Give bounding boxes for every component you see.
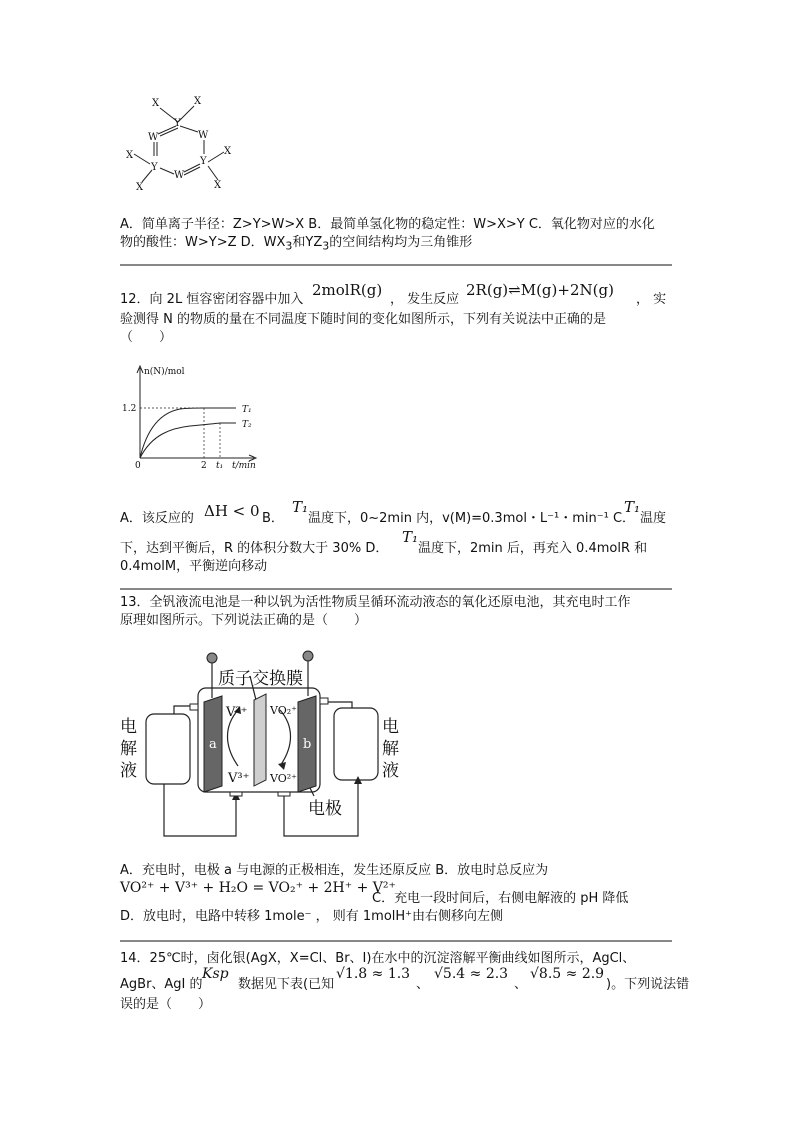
connector xyxy=(230,792,242,796)
q13-opt-c: C．充电一段时间后，右侧电解液的 pH 降低 xyxy=(372,891,629,906)
atom-x: X xyxy=(224,146,232,157)
curve-t1 xyxy=(140,408,236,458)
atom-y: Y xyxy=(174,118,181,129)
n-vs-time-chart xyxy=(118,362,268,474)
q14-line2-c: )。下列说法错 xyxy=(606,977,690,992)
q12-stem-c: ， 实 xyxy=(636,292,667,307)
q13-equation: VO²⁺ + V³⁺ + H₂O = VO₂⁺ + 2H⁺ + V²⁺ xyxy=(120,880,396,896)
y-axis-label: n(N)/mol xyxy=(144,367,185,377)
q12-opt-d-text: 温度下，2min 后，再充入 0.4molR 和 xyxy=(418,541,648,556)
q12-opt-a: A．该反应的 xyxy=(120,511,194,526)
q14-sep: 、 xyxy=(416,977,430,992)
q12-line2: 下，达到平衡后，R 的体积分数大于 30% D． xyxy=(120,541,389,556)
label-v2plus: V²⁺ xyxy=(226,705,248,720)
atom-x: X xyxy=(126,150,134,161)
q12-stem-a: 12．向 2L 恒容密闭容器中加入 xyxy=(120,292,304,307)
y-tick-label: 1.2 xyxy=(122,404,137,414)
connector xyxy=(320,698,328,704)
atom-y: Y xyxy=(151,162,158,173)
proton-membrane xyxy=(254,694,266,786)
divider xyxy=(120,940,672,942)
q14-line2-b: 数据见下表(已知 xyxy=(238,977,335,992)
left-tank xyxy=(146,714,190,784)
q12-opt-c-text: 温度 xyxy=(640,511,667,526)
q12-opt-b: B． xyxy=(262,511,284,526)
q13-opt-d: D．放电时，电路中转移 1mole⁻ ， 则有 1molH⁺由右侧移向左侧 xyxy=(120,909,504,924)
atom-x: X xyxy=(152,98,160,109)
q11-text: 和YZ xyxy=(292,235,323,250)
connector xyxy=(190,704,198,710)
right-tank xyxy=(334,708,378,780)
q12-equation: 2R(g)⇌M(g)+2N(g) xyxy=(466,281,614,299)
q12-reactant: 2molR(g) xyxy=(312,281,383,299)
vanadium-battery-diagram xyxy=(118,646,418,842)
q14-line1: 14．25℃时，卤化银(AgX，X=Cl、Br、I)在水中的沉淀溶解平衡曲线如图所示，AgCl、 xyxy=(120,951,636,966)
label-v3plus: V³⁺ xyxy=(228,771,250,786)
right-tank-label: 电解液 xyxy=(382,717,399,781)
q12-line3: 0.4molM，平衡逆向移动 xyxy=(120,559,268,574)
atom-x: X xyxy=(214,180,222,191)
q11-text: 的空间结构均为三角锥形 xyxy=(329,235,473,250)
q13-stem-line2: 原理如图所示。下列说法正确的是（ ） xyxy=(120,613,368,628)
label-vo2plus: VO₂⁺ xyxy=(270,704,297,717)
q12-t1: T₁ xyxy=(402,528,419,546)
atom-w: W xyxy=(148,132,159,143)
q12-stem-b: ， 发生反应 xyxy=(390,292,460,307)
x-axis-label: t/min xyxy=(232,461,256,471)
q14-sqrt2: √5.4 ≈ 2.3 xyxy=(434,966,509,982)
q12-stem-line2: 验测得 N 的物质的量在不同温度下随时间的变化如图所示，下列有关说法中正确的是 xyxy=(120,312,606,327)
atom-w: W xyxy=(174,170,185,181)
electrode-b-label: b xyxy=(303,737,312,752)
q11-options-line1: A．简单离子半径：Z>Y>W>X B．最简单氢化物的稳定性：W>X>Y C．氧化物对应的水化 xyxy=(120,217,655,232)
divider xyxy=(120,588,672,590)
x-tick-label: t₁ xyxy=(216,461,224,471)
q13-stem-line1: 13．全钒液流电池是一种以钒为活性物质呈循环流动液态的氧化还原电池，其充电时工作 xyxy=(120,595,631,610)
curve-label-t2: T₂ xyxy=(242,420,252,430)
q12-t1: T₁ xyxy=(624,498,641,516)
x-tick-label: 2 xyxy=(201,461,207,471)
flow-arrow-right xyxy=(280,710,291,766)
origin-label: 0 xyxy=(135,461,141,471)
q12-delta-h: ΔH < 0 xyxy=(204,502,260,520)
q14-sqrt1: √1.8 ≈ 1.3 xyxy=(336,966,411,982)
q12-t1: T₁ xyxy=(292,498,309,516)
membrane-label: 质子交换膜 xyxy=(218,669,303,689)
q14-line2-a: AgBr、AgI 的 xyxy=(120,977,203,992)
left-tank-label: 电解液 xyxy=(120,717,137,781)
atom-w: W xyxy=(198,130,209,141)
q11-options-line2 xyxy=(120,234,472,256)
q11-text: 物的酸性：W>Y>Z D．WX xyxy=(120,235,286,250)
terminal-b xyxy=(303,651,313,661)
subscript: 3 xyxy=(285,239,293,253)
electrode-label: 电极 xyxy=(308,799,342,819)
atom-x: X xyxy=(194,96,202,107)
molecule-structure-diagram xyxy=(118,92,248,192)
q12-opt-b-text: 温度下，0~2min 内，v(M)=0.3mol・L⁻¹・min⁻¹ C． xyxy=(308,511,636,526)
arrow-head xyxy=(278,762,286,770)
curve-label-t1: T₁ xyxy=(242,405,252,415)
divider xyxy=(120,264,672,266)
electrode-a-label: a xyxy=(209,737,217,752)
curve-t2 xyxy=(140,423,236,458)
q13-opt-ab: A．充电时，电极 a 与电源的正极相连，发生还原反应 B．放电时总反应为 xyxy=(120,863,549,878)
q14-sep: 、 xyxy=(514,977,528,992)
q14-ksp: Ksp xyxy=(202,966,229,982)
label-vo2: VO²⁺ xyxy=(270,772,297,785)
q14-sqrt3: √8.5 ≈ 2.9 xyxy=(530,966,605,982)
q12-stem-line3: （ ） xyxy=(120,330,173,345)
terminal-a xyxy=(207,653,217,663)
subscript: 3 xyxy=(322,239,330,253)
atom-y: Y xyxy=(200,156,207,167)
atom-x: X xyxy=(136,182,144,192)
connector xyxy=(278,792,290,796)
q14-line3: 误的是（ ） xyxy=(120,997,212,1012)
